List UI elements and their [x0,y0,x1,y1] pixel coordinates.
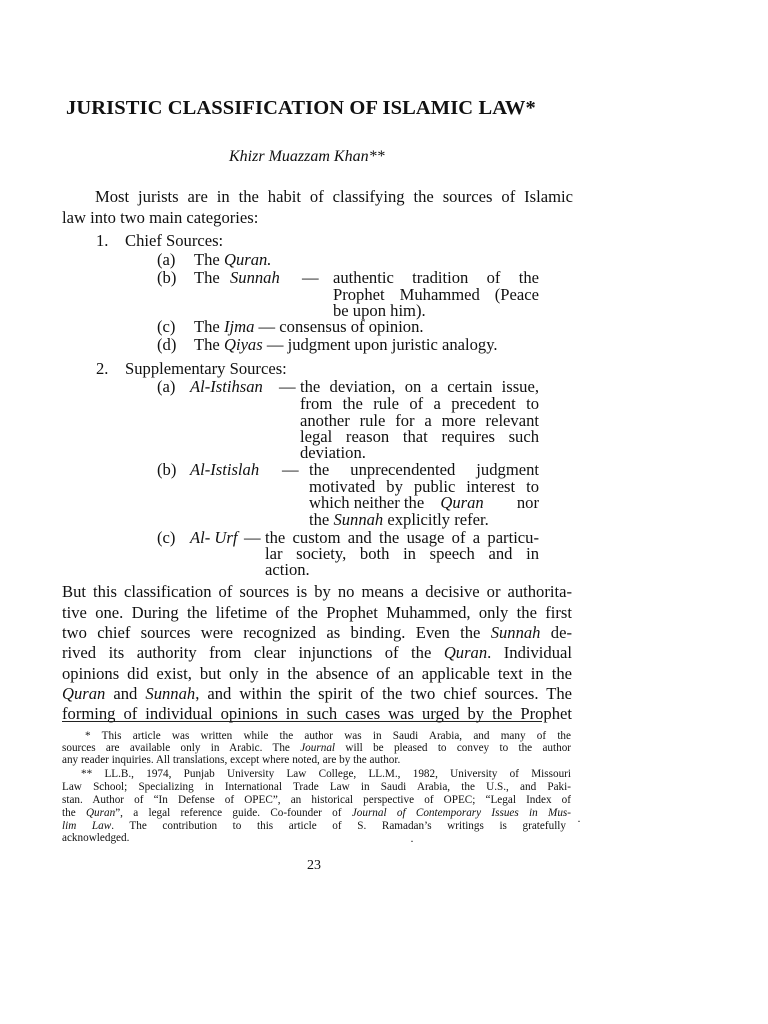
definition-line: authentic tradition of the [333,268,539,287]
term-al-istihsan: Al-Istihsan [190,377,263,396]
definition-text: the [309,510,330,529]
definition-line: Prophet Muhammed (Peace [333,285,539,304]
term-quran: Quran [443,643,488,662]
item-prefix: The [194,250,220,269]
definition-text: which neither the [309,493,425,512]
term-al-urf: Al- Urf [190,528,238,547]
body-line-7: forming of individual opinions in such cases was urged by the Prophet [62,704,572,723]
definition-line: deviation. [300,443,366,462]
definition-text: explicitly refer. [387,510,489,529]
term-sunnah: Sunnah [333,510,384,529]
term-quran: Quran. [223,250,272,269]
author-name: Khizr Muazzam Khan** [229,148,385,165]
footnote-1-line-3: any reader inquiries. All translations, except where noted, are by the author. [62,754,401,766]
list-number-1: 1. [96,231,109,250]
list-letter: (a) [157,250,176,269]
body-text: two chief sources were recognized as binding. Even the [62,623,481,642]
definition-line: lar society, both in speech and in [265,544,539,563]
list-letter: (c) [157,317,176,336]
footnote-text: will be pleased to convey to the author [345,742,572,754]
footnote-text: sources are available only in Arabic. The [62,742,290,754]
footnote-2-line-1: ** LL.B., 1974, Punjab University Law College, LL.M., 1982, University of Missouri [81,768,571,780]
item-prefix: The [194,268,220,287]
stray-mark: · [410,834,414,848]
body-line-6 [62,683,572,704]
body-text: . Individual [487,643,572,662]
footnote-italic: Journal of Contemporary Issues in Mus- [351,807,572,819]
source-item-sunnah [194,267,280,288]
list-letter: (b) [157,460,177,479]
footnote-2-line-2: Law School; Specializing in International Trade Law in Saudi Arabia, the U.S., and Paki- [62,781,571,793]
source-item-qiyas [194,334,498,355]
chief-sources-heading: Chief Sources: [125,231,224,250]
term-ijma: Ijma [223,317,255,336]
body-text: de- [550,623,572,642]
footnote-2-line-5 [62,820,566,833]
list-letter: (d) [157,335,177,354]
dash: — [302,268,319,287]
footnote-italic: Quran [85,807,116,819]
footnote-text: . The contribution to this article of S. Ramadan’s writings is gratefully [111,820,567,832]
body-line-4 [62,642,572,663]
article-title: JURISTIC CLASSIFICATION OF ISLAMIC LAW* [66,97,536,119]
intro-line-1: Most jurists are in the habit of classifying the sources of Islamic [95,187,573,206]
definition-line: the custom and the usage of a particu- [265,528,539,547]
definition-line: the deviation, on a certain issue, [300,377,539,396]
footnote-italic: lim Law [62,820,112,832]
footnote-2-line-4 [62,807,571,820]
term-sunnah: Sunnah [229,268,280,287]
definition-text: — consensus of opinion. [258,317,424,336]
stray-mark: · [577,814,581,828]
body-text: rived its authority from clear injunctions of the [62,643,432,662]
definition-line: be upon him). [333,301,426,320]
footnote-rule [62,721,542,722]
footnote-2-line-6: acknowledged. [62,832,130,844]
definition-text: — judgment upon juristic analogy. [266,335,498,354]
term-quran: Quran [440,493,484,512]
term-sunnah: Sunnah [145,684,196,703]
body-line-2: tive one. During the lifetime of the Prophet Muhammed, only the first [62,603,572,622]
item-prefix: The [194,317,220,336]
list-letter: (a) [157,377,176,396]
list-number-2: 2. [96,359,109,378]
definition-line: action. [265,560,310,579]
footnote-italic: Journal [300,742,336,754]
footnote-text: ”, a legal reference guide. Co-founder of [115,807,342,819]
item-prefix: The [194,335,220,354]
definition-line: legal reason that requires such [300,427,539,446]
footnote-1-line-1: * This article was written while the author was in Saudi Arabia, and many of the [85,730,571,742]
body-text: and [113,684,138,703]
page-number: 23 [307,858,321,873]
dash: — [282,460,299,479]
supplementary-sources-heading: Supplementary Sources: [125,359,287,378]
definition-line: from the rule of a precedent to [300,394,539,413]
dash: — [244,528,261,547]
term-al-istislah: Al-Istislah [190,460,260,479]
term-quran: Quran [62,684,106,703]
dash: — [279,377,296,396]
definition-text: nor [516,493,539,512]
body-line-5: opinions did exist, but only in the absence of an applicable text in the [62,664,572,683]
term-qiyas: Qiyas [223,335,263,354]
intro-line-2: law into two main categories: [62,208,259,227]
list-letter: (c) [157,528,176,547]
term-sunnah: Sunnah [490,623,541,642]
body-line-3 [62,622,572,643]
body-text: , and within the spirit of the two chief sources. The [195,684,572,703]
footnote-2-line-3: stan. Author of “In Defense of OPEC”, an historical perspective of OPEC; “Legal Index of [62,794,571,806]
definition-line: another rule for a more relevant [300,411,539,430]
definition-line: motivated by public interest to [309,477,539,496]
definition-line: the unprecendented judgment [309,460,539,479]
list-letter: (b) [157,268,177,287]
body-line-1: But this classification of sources is by no means a decisive or authorita- [62,582,572,601]
footnote-text: the [62,807,76,819]
